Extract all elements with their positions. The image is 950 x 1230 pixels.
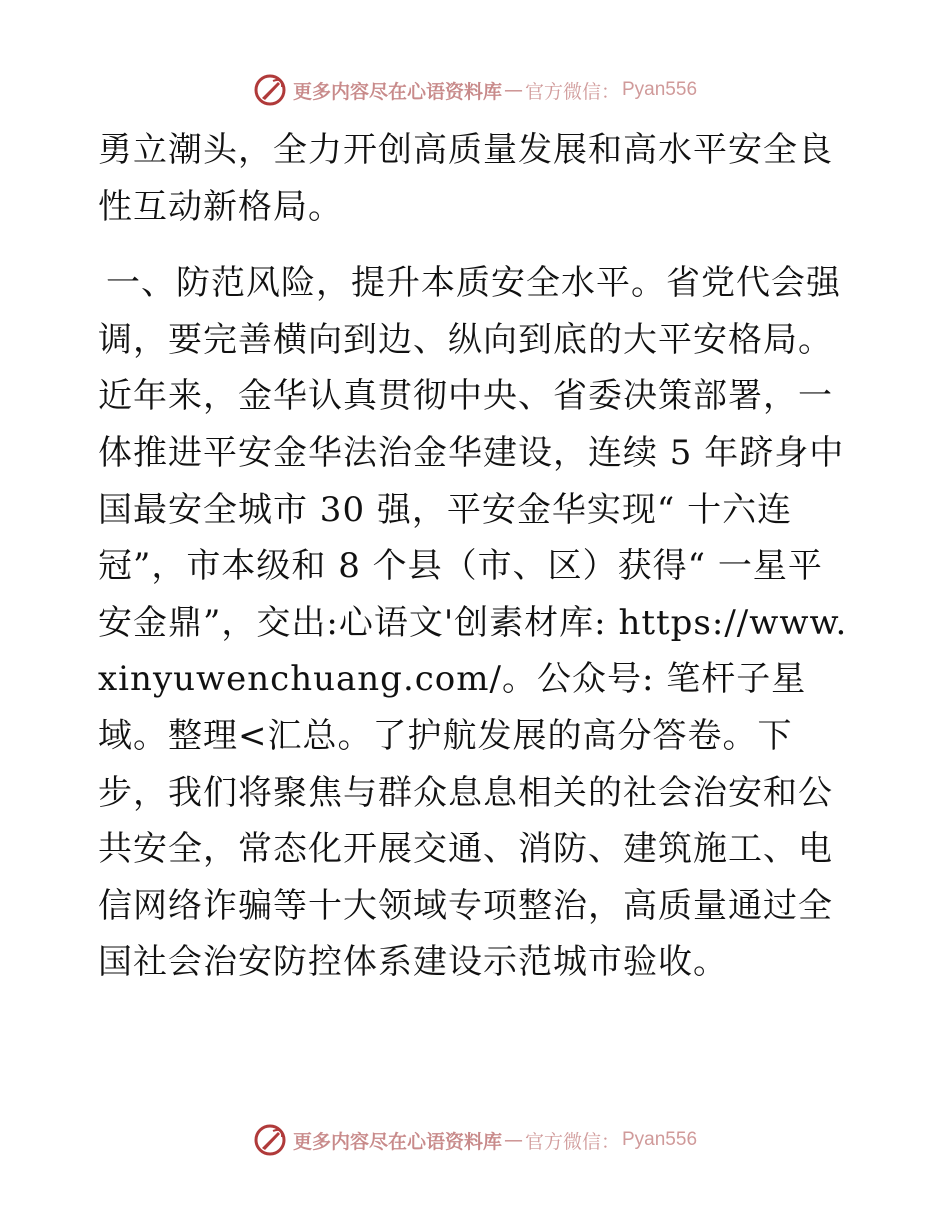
watermark-separator: — <box>503 79 523 101</box>
watermark-brand: 更多内容尽在心语资料库 <box>292 1130 502 1153</box>
watermark-wechat-label: 官方微信： <box>524 1130 620 1153</box>
footer-watermark <box>0 1120 950 1160</box>
watermark-wechat-id: Pyan556 <box>622 1129 698 1150</box>
watermark-wechat-id: Pyan556 <box>622 79 698 100</box>
paragraph-2: 一、防范风险，提升本质安全水平。省党代会强调，要完善横向到边、纵向到底的大平安格局。近年来，金华认真贯彻中央、省委决策部署，一体推进平安金华法治金华建设，连续 5 年跻身中国最安全城市 30 强，平安金华实现“ 十六连冠”，市本级和 8 个县（市、区）获得“ 一星平安金鼎”，交出:心语文'创素材库: https://www.xinyuwenchuang.com/。公众号: 笔杆子星域。整理<汇总。了护航发展的高分答卷。下步，我们将聚焦与群众息息相关的社会治安和公共安全，常态化开展交通、消防、建筑施工、电信网络诈骗等十大领域专项整治，高质量通过全国社会治安防控体系建设示范城市验收。 <box>98 263 848 983</box>
watermark-separator: — <box>503 1129 523 1151</box>
document-body <box>98 122 850 991</box>
quill-logo-icon <box>253 1123 287 1157</box>
quill-logo-icon <box>253 73 287 107</box>
paragraph-1: 勇立潮头，全力开创高质量发展和高水平安全良性互动新格局。 <box>98 130 833 227</box>
watermark-brand: 更多内容尽在心语资料库 <box>292 80 502 103</box>
watermark-wechat-label: 官方微信： <box>524 80 620 103</box>
header-watermark <box>0 70 950 110</box>
